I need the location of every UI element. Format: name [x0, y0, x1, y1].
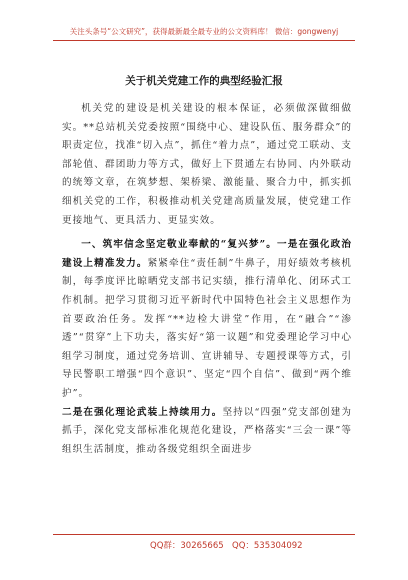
section-2-paragraph — [62, 404, 352, 460]
header-divider — [53, 40, 355, 41]
footer-qq-group: QQ群：30265665 — [150, 541, 224, 551]
footer-qq-contact: QQ：535304092 — [232, 541, 303, 551]
footer-divider — [53, 534, 355, 535]
section-2-heading: 二是在强化理论武装上持续用力。 — [62, 406, 223, 418]
section-1-heading: 一、筑牢信念坚定敬业奉献的“复兴梦”。一是在强化政治建设上精准发力。 — [62, 239, 352, 269]
section-1-body: 紧紧牵住“责任制”牛鼻子，用好绩效考核机制，每季度评比晾晒党支部书记实绩，推行清单化、闭环式工作机制。把学习贯彻习近平新时代中国特色社会主义思想作为首要政治任务。发挥“**边检大讲堂”作用，在“融合”“渗透”“贯穿”上下功夫，落实好“第一议题”和党委理论学习中心组学习制度，通过党务培训、宣讲辅导、专题授课等方式，引导民警职工增强“四个意识”、坚定“四个自信”、做到“两个维护”。 — [62, 257, 353, 399]
intro-paragraph: 机关党的建设是机关建设的根本保证，必须做深做细做实。**总站机关党委按照“围绕中心、建设队伍、服务群众”的职责定位，找准“切入点”，抓住“着力点”，通过党工联动、支部轮值、群团助力等方式，做好上下贯通左右协同、内外联动的统筹文章，在筑梦想、架桥梁、激能量、聚合力中，抓实抓细机关党的工作，积极推动机关党建高质量发展，使党建工作更接地气、更具活力、更显实效。 — [62, 103, 352, 226]
document-body — [62, 100, 352, 459]
header-promo-text: 关注头条号“公文研究”，获得最新最全最专业的公文资料库！ 微信：gongwenyj — [69, 27, 339, 36]
section-1-paragraph — [62, 236, 352, 403]
section-2-body: 坚持以“四强”党支部创建为抓手，深化党支部标准化规范化建设，严格落实“三会一课”等组织生活制度，推动各级党组织全面进步 — [62, 406, 353, 455]
document-title: 关于机关党建工作的典型经验汇报 — [125, 75, 283, 87]
